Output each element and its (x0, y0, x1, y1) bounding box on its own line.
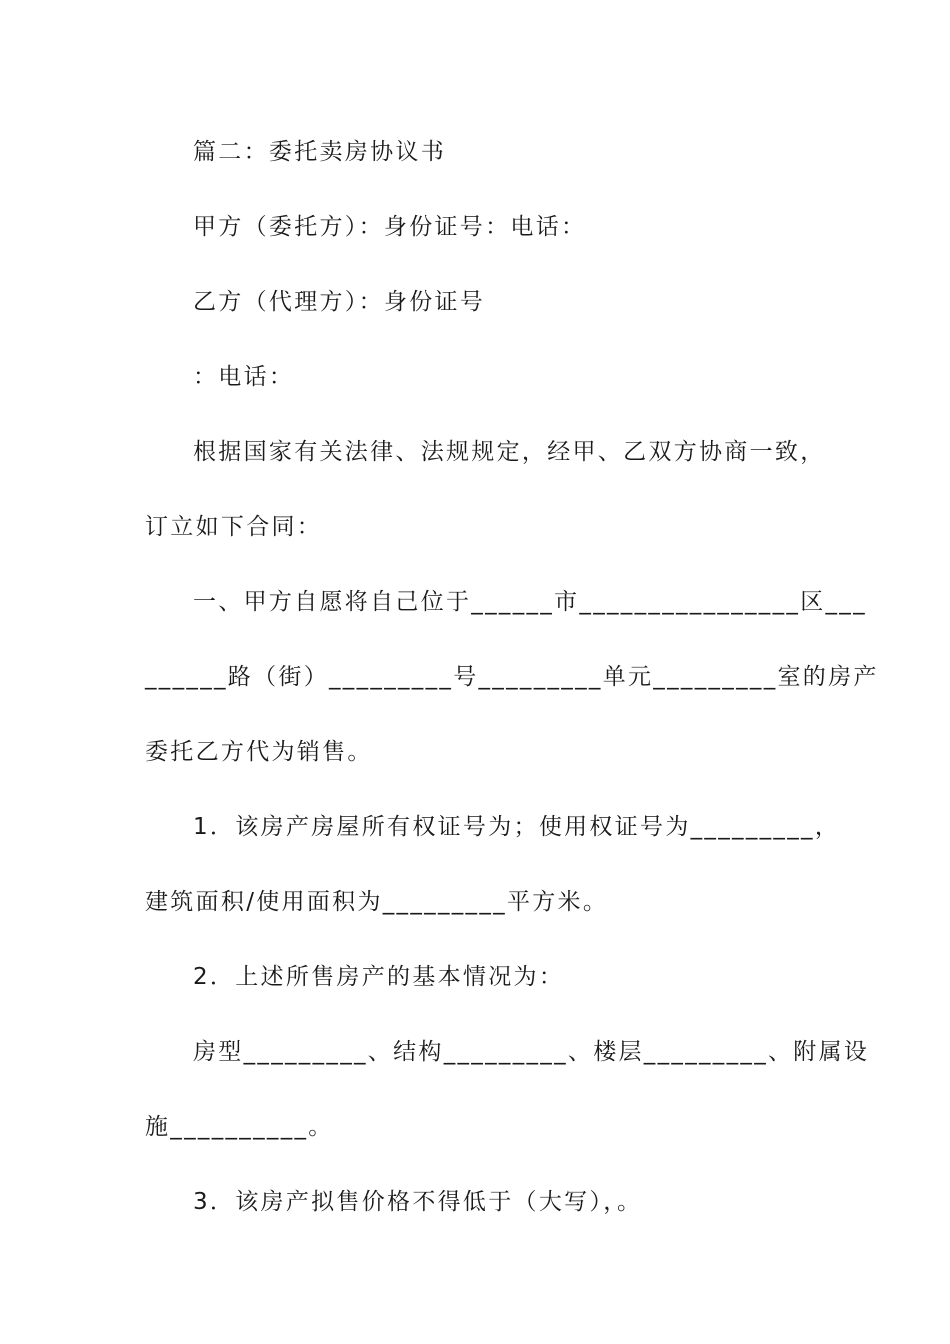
item-2-line-2: 房型_________、结构_________、楼层_________、附属设 (193, 1039, 870, 1065)
item-2-line-1: 2．上述所售房产的基本情况为： (193, 964, 565, 990)
clause-1-line-3: 委托乙方代为销售。 (145, 739, 373, 765)
preamble-line-1: 根据国家有关法律、法规规定，经甲、乙双方协商一致， (193, 439, 826, 465)
clause-1-line-2: ______路（街）_________号_________单元_________室的房产 (145, 664, 879, 690)
document-title: 篇二：委托卖房协议书 (193, 139, 446, 165)
preamble-line-2: 订立如下合同： (145, 514, 323, 540)
item-1-line-2: 建筑面积/使用面积为_________平方米。 (145, 889, 609, 915)
item-3-line-1: 3．该房产拟售价格不得低于（大写），。 (193, 1189, 643, 1215)
item-1-line-1: 1．该房产房屋所有权证号为；使用权证号为_________， (193, 814, 841, 840)
clause-1-line-1: 一、甲方自愿将自己位于______市________________区___ (193, 589, 867, 615)
party-b-line: 乙方（代理方）：身份证号 (193, 289, 486, 315)
party-a-line: 甲方（委托方）：身份证号：电话： (193, 214, 587, 240)
party-b-phone-line: ：电话： (193, 364, 295, 390)
item-2-line-3: 施__________。 (145, 1114, 334, 1140)
